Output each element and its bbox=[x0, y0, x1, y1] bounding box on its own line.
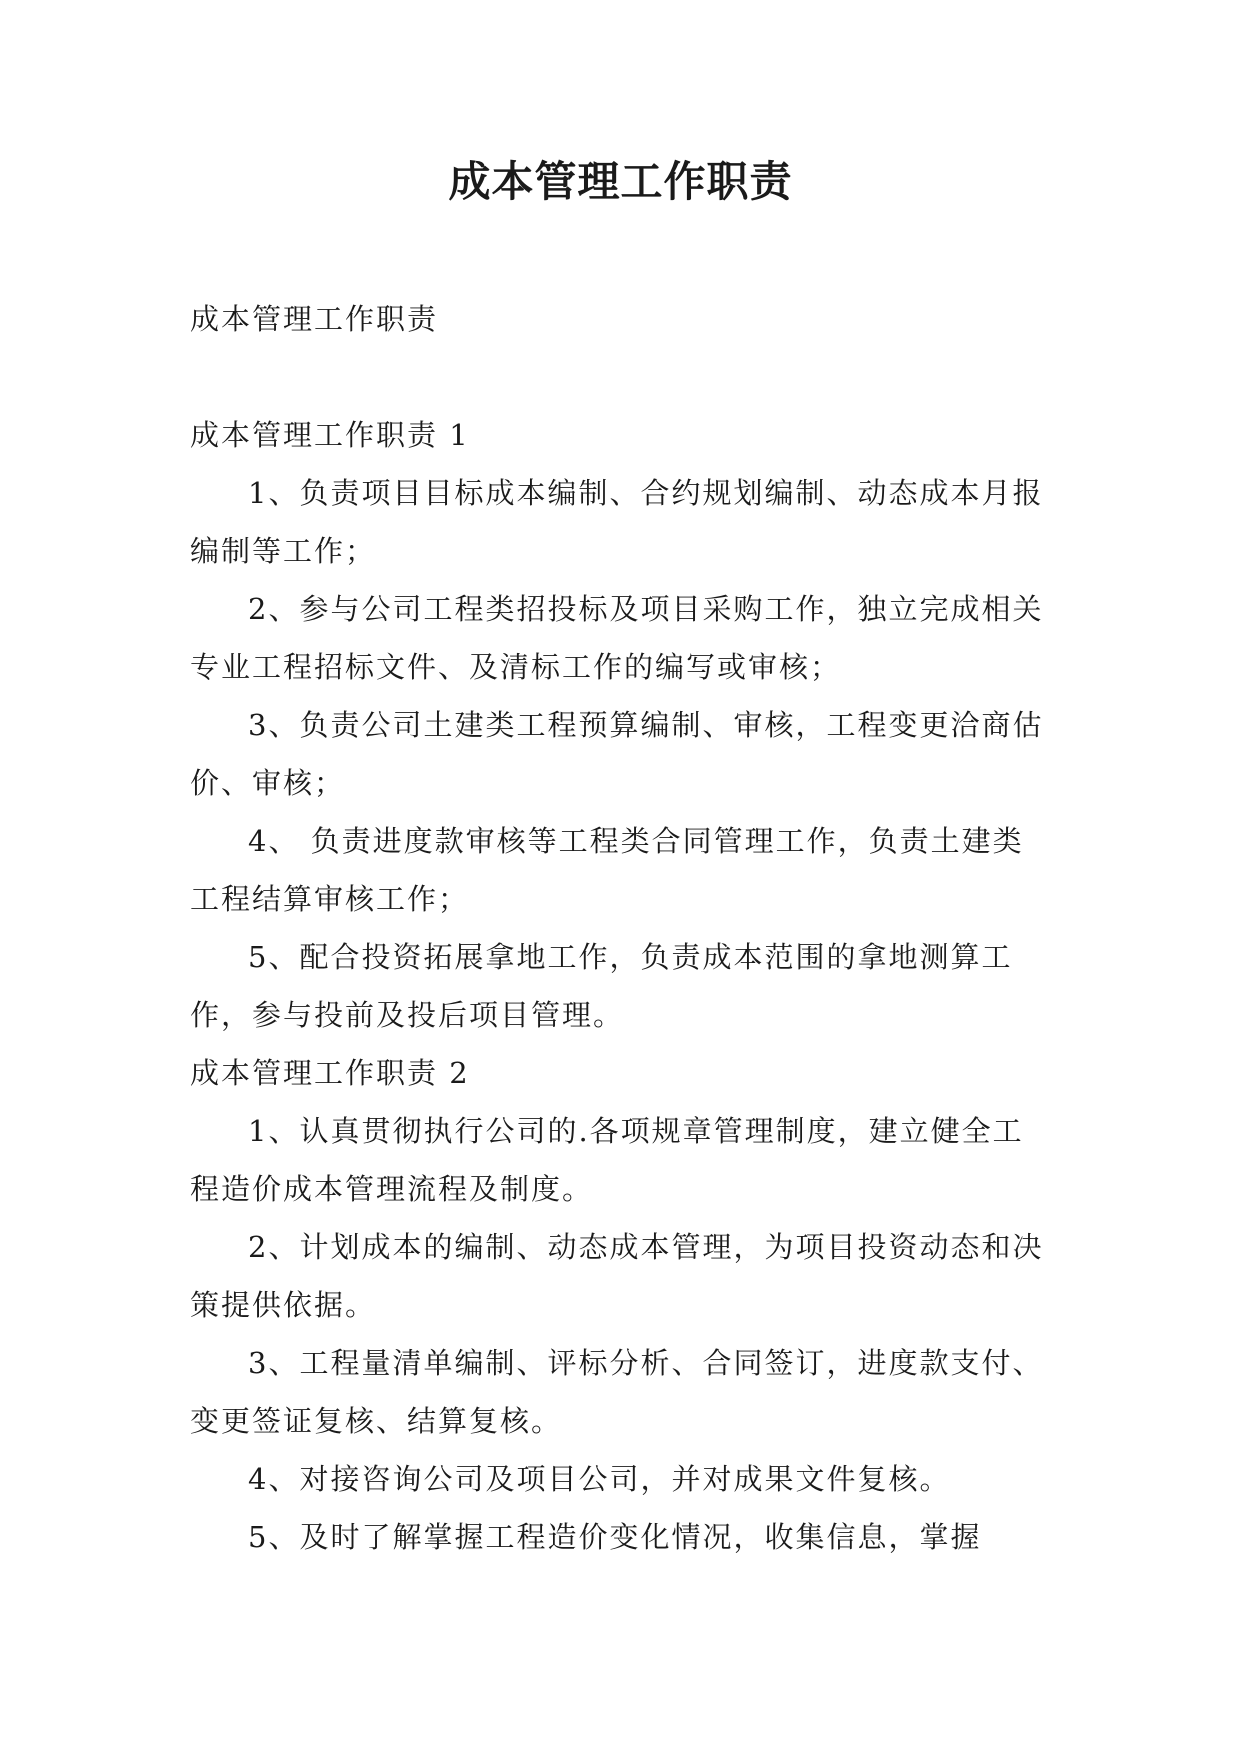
section-heading: 成本管理工作职责 2 bbox=[190, 1056, 470, 1090]
list-item: 1、负责项目目标成本编制、合约规划编制、动态成本月报编制等工作； bbox=[190, 476, 1044, 568]
document-subtitle: 成本管理工作职责 bbox=[190, 302, 439, 336]
list-item: 2、参与公司工程类招投标及项目采购工作，独立完成相关专业工程招标文件、及清标工作的编写或审核； bbox=[190, 592, 1044, 684]
list-item: 3、工程量清单编制、评标分析、合同签订，进度款支付、变更签证复核、结算复核。 bbox=[190, 1346, 1044, 1438]
list-item: 4、对接咨询公司及项目公司，并对成果文件复核。 bbox=[248, 1462, 951, 1496]
section-1 bbox=[190, 406, 1052, 1044]
section-2 bbox=[190, 1044, 1052, 1566]
document-body bbox=[190, 290, 1052, 1566]
list-item: 5、配合投资拓展拿地工作，负责成本范围的拿地测算工作，参与投前及投后项目管理。 bbox=[190, 940, 1013, 1032]
section-heading: 成本管理工作职责 1 bbox=[190, 418, 470, 452]
list-item: 1、认真贯彻执行公司的.各项规章管理制度，建立健全工程造价成本管理流程及制度。 bbox=[190, 1114, 1024, 1206]
list-item: 3、负责公司土建类工程预算编制、审核，工程变更洽商估价、审核； bbox=[190, 708, 1044, 800]
list-item: 5、及时了解掌握工程造价变化情况，收集信息，掌握 bbox=[248, 1520, 982, 1554]
list-item: 2、计划成本的编制、动态成本管理，为项目投资动态和决策提供依据。 bbox=[190, 1230, 1044, 1322]
list-item: 4、 负责进度款审核等工程类合同管理工作，负责土建类工程结算审核工作； bbox=[190, 824, 1024, 916]
document-title: 成本管理工作职责 bbox=[448, 157, 793, 206]
